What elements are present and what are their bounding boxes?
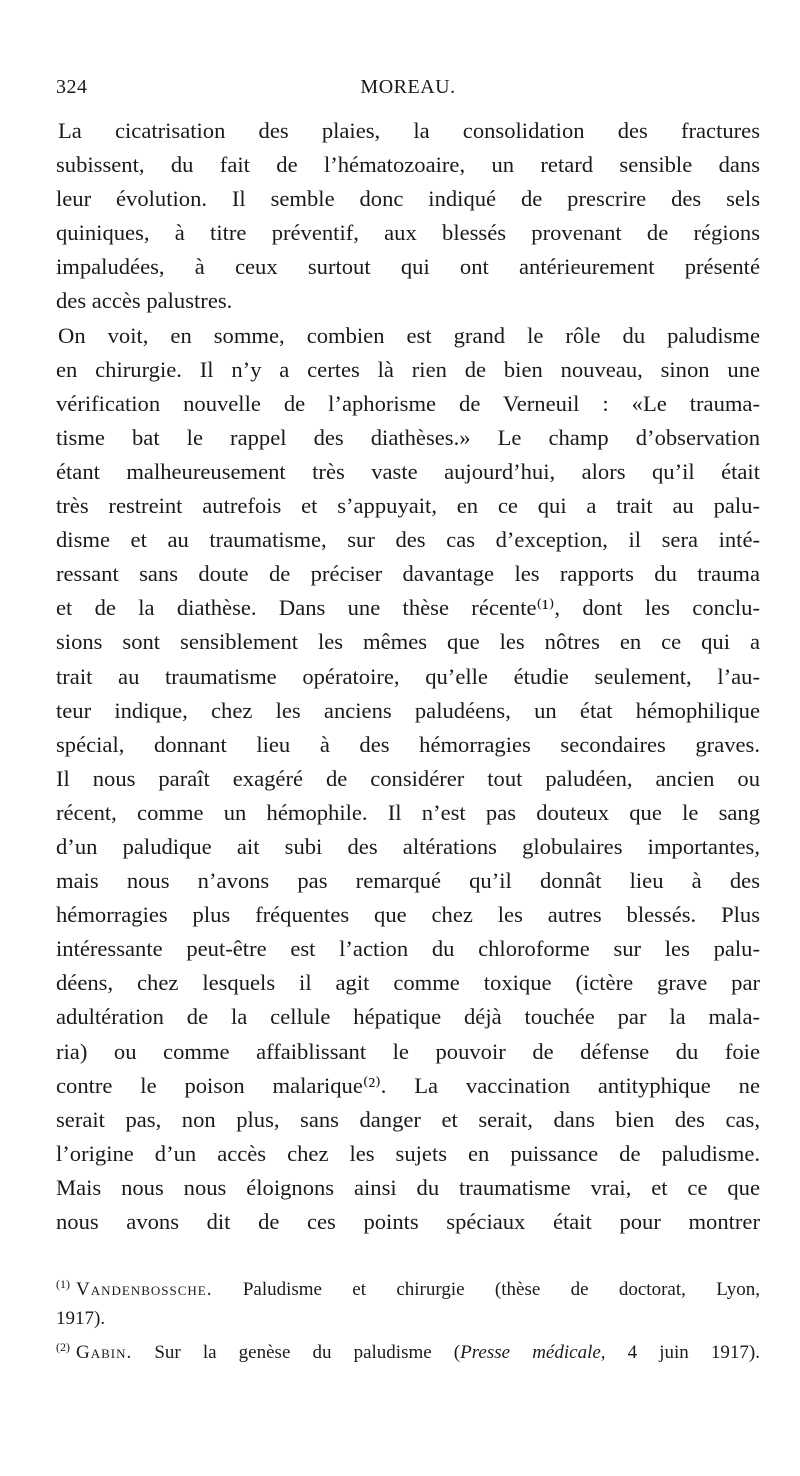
text-line: en chirurgie. Il n’y a certes là rien de bien nouveau, sinon une xyxy=(56,356,760,382)
text-line: très restreint autrefois et s’appuyait, en ce qui a trait au palu- xyxy=(56,493,760,519)
text-line: mais nous n’avons pas remarqué qu’il donnât lieu à des xyxy=(56,868,760,894)
paragraph-2 xyxy=(56,319,760,1240)
text-line: disme et au traumatisme, sur des cas d’exception, il sera inté- xyxy=(56,527,760,553)
text-line: On voit, en somme, combien est grand le rôle du paludisme xyxy=(58,322,760,348)
body-text xyxy=(56,114,760,1239)
text-line: l’origine d’un accès chez les sujets en puissance de paludisme. xyxy=(56,1140,760,1166)
text-line: étant malheureusement très vaste aujourd’hui, alors qu’il était xyxy=(56,458,760,484)
text-line: nous avons dit de ces points spéciaux était pour montrer xyxy=(56,1209,760,1234)
text-line: trait au traumatisme opératoire, qu’elle étudie seulement, l’au- xyxy=(56,663,760,689)
text-line: spécial, donnant lieu à des hémorragies secondaires graves. xyxy=(56,731,760,757)
text-line: intéressante peut-être est l’action du chloroforme sur les palu- xyxy=(56,936,760,962)
text-line: tisme bat le rappel des diathèses.» Le champ d’observation xyxy=(56,424,760,450)
text-line: ria) ou comme affaiblissant le pouvoir de défense du foie xyxy=(56,1038,760,1064)
text-line: teur indique, chez les anciens paludéens, un état hémophilique xyxy=(56,697,760,723)
footnote-1-continued xyxy=(56,1304,760,1333)
text-line: leur évolution. Il semble donc indiqué de prescrire des sels xyxy=(56,186,760,212)
text-line: impaludées, à ceux surtout qui ont antérieurement présenté xyxy=(56,254,760,280)
page-number: 324 xyxy=(56,76,88,98)
footnote-author: Vandenbossche. xyxy=(76,1279,213,1300)
text-line: Mais nous nous éloignons ainsi du traumatisme vrai, et ce que xyxy=(56,1174,760,1200)
footnote-marker: (1) xyxy=(56,1277,70,1291)
text-line: ressant sans doute de préciser davantage les rapports du trauma xyxy=(56,561,760,587)
page-content xyxy=(56,72,760,1239)
footnote-1 xyxy=(56,1270,760,1304)
text-line: quiniques, à titre préventif, aux blessés provenant de régions xyxy=(56,220,760,246)
footnote-author: Gabin. xyxy=(76,1342,133,1363)
text-line: d’un paludique ait subi des altérations globulaires importantes, xyxy=(56,833,760,859)
footnote-marker: (2) xyxy=(56,1340,70,1354)
footnote-text: 1917). xyxy=(56,1308,106,1329)
paragraph-1 xyxy=(56,114,760,319)
text-line: récent, comme un hémophile. Il n’est pas douteux que le sang xyxy=(56,799,760,825)
footnote-text: Sur la genèse du paludisme ( xyxy=(154,1342,461,1363)
footnotes xyxy=(56,1270,760,1367)
text-line: serait pas, non plus, sans danger et serait, dans bien des cas, xyxy=(56,1106,760,1132)
text-line: contre le poison malarique⁽²⁾. La vaccination antityphique ne xyxy=(56,1072,760,1098)
footnote-journal: Presse médicale xyxy=(460,1342,601,1363)
text-line: Il nous paraît exagéré de considérer tout paludéen, ancien ou xyxy=(56,765,760,791)
text-line: La cicatrisation des plaies, la consolidation des fractures xyxy=(58,118,760,143)
footnote-text: , 4 juin 1917). xyxy=(600,1342,760,1363)
text-line: subissent, du fait de l’hématozoaire, un retard sensible dans xyxy=(56,152,760,178)
text-line: vérification nouvelle de l’aphorisme de Verneuil : «Le trauma- xyxy=(56,390,760,416)
footnote-text: Paludisme et chirurgie (thèse de doctorat, Lyon, xyxy=(242,1279,760,1300)
text-line: hémorragies plus fréquentes que chez les autres blessés. Plus xyxy=(56,902,760,928)
text-line: sions sont sensiblement les mêmes que les nôtres en ce qui a xyxy=(56,629,760,655)
text-line: adultération de la cellule hépatique déjà touchée par la mala- xyxy=(56,1004,760,1030)
text-line: des accès palustres. xyxy=(56,288,233,314)
running-head xyxy=(56,72,760,108)
text-line: et de la diathèse. Dans une thèse récente⁽¹⁾, dont les conclu- xyxy=(56,595,760,621)
running-title: MOREAU. xyxy=(360,76,456,98)
footnote-2 xyxy=(56,1333,760,1367)
text-line: déens, chez lesquels il agit comme toxique (ictère grave par xyxy=(56,970,760,996)
